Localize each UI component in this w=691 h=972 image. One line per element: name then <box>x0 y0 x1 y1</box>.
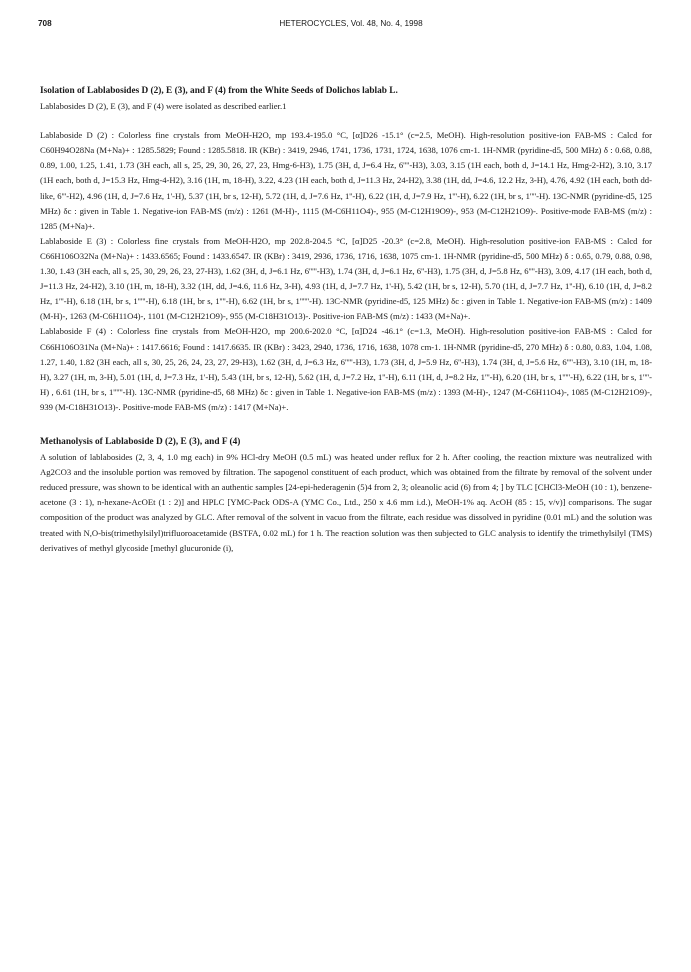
spacer <box>40 114 652 128</box>
article-body <box>40 84 652 556</box>
spacer <box>40 415 652 435</box>
page-header <box>38 19 664 33</box>
compound-d-data: Lablaboside D (2) : Colorless fine crystals from MeOH-H2O, mp 193.4-195.0 °C, [α]D26 -15.1° (c=2.5, MeOH). High-resolution positive-ion FAB-MS : Calcd for C60H94O28Na (M+Na)+ : 1285.5829; Found : 1285.5818. IR (KBr) : 3419, 2946, 1741, 1736, 1731, 1724, 1638, 1076 cm-1. 1H-NMR (pyridine-d5, 500 MHz) δ : 0.68, 0.88, 0.89, 1.00, 1.25, 1.41, 1.73 (3H each, all s, 25, 29, 30, 26, 27, 23, Hmg-6-H3), 1.75 (3H, d, J=6.4 Hz, 6''''-H3), 3.03, 3.15 (1H each, both d, J=14.1 Hz, Hmg-2-H2), 3.10, 3.17 (1H each, both d, J=15.3 Hz, Hmg-4-H2), 3.16 (1H, m, 18-H), 3.22, 4.23 (1H each, both d, J=11.3 Hz, 24-H2), 3.38 (1H, dd, J=4.6, 12.2 Hz, 3-H), 4.76, 4.92 (1H each, both dd-like, 6'''-H2), 4.96 (1H, d, J=7.6 Hz, 1'-H), 5.37 (1H, br s, 12-H), 5.72 (1H, d, J=7.6 Hz, 1''-H), 6.22 (1H, d, J=7.9 Hz, 1'''-H), 6.22 (1H, br s, 1''''-H). 13C-NMR (pyridine-d5, 125 MHz) δc : given in Table 1. Negative-ion FAB-MS (m/z) : 1261 (M-H)-, 1115 (M-C6H11O4)-, 955 (M-C12H19O9)-, 953 (M-C12H21O9)-. Positive-mode FAB-MS (m/z) : 1285 (M+Na)+. <box>40 130 652 231</box>
isolation-intro: Lablabosides D (2), E (3), and F (4) were isolated as described earlier.1 <box>40 101 287 112</box>
running-title: HETEROCYCLES, Vol. 48, No. 4, 1998 <box>279 19 423 28</box>
section-heading-isolation: Isolation of Lablabosides D (2), E (3), and F (4) from the White Seeds of Dolichos lablab L. <box>40 86 398 96</box>
page-number: 708 <box>38 19 52 28</box>
section-heading-methanolysis: Methanolysis of Lablaboside D (2), E (3), and F (4) <box>40 436 241 447</box>
compound-f-data: Lablaboside F (4) : Colorless fine crystals from MeOH-H2O, mp 200.6-202.0 °C, [α]D24 -46.1° (c=1.3, MeOH). High-resolution positive-ion FAB-MS : Calcd for C66H106O31Na (M+Na)+ : 1417.6616; Found : 1417.6635. IR (KBr) : 3423, 2940, 1736, 1716, 1638, 1078 cm-1. 1H-NMR (pyridine-d5, 270 MHz) δ : 0.80, 0.83, 1.04, 1.08, 1.27, 1.40, 1.82 (3H each, all s, 30, 25, 26, 24, 23, 27, 29-H3), 1.62 (3H, d, J=6.3 Hz, 6'''''-H3), 1.73 (3H, d, J=5.9 Hz, 6''-H3), 1.74 (3H, d, J=5.6 Hz, 6''''-H3), 3.10 (1H, m, 18-H), 3.27 (1H, m, 3-H), 5.01 (1H, d, J=7.3 Hz, 1'-H), 5.43 (1H, br s, 12-H), 5.62 (1H, d, J=7.2 Hz, 1''-H), 6.11 (1H, d, J=8.2 Hz, 1'''-H), 6.20 (1H, br s, 1'''''-H), 6.22 (1H, br s, 1''''-H) , 6.61 (1H, br s, 1''''''-H). 13C-NMR (pyridine-d5, 68 MHz) δc : given in Table 1. Negative-ion FAB-MS (m/z) : 1393 (M-H)-, 1247 (M-C6H11O4)-, 1085 (M-C12H21O9)-, 939 (M-C18H31O13)-. Positive-mode FAB-MS (m/z) : 1417 (M+Na)+. <box>40 326 652 412</box>
methanolysis-body: A solution of lablabosides (2, 3, 4, 1.0 mg each) in 9% HCl-dry MeOH (0.5 mL) was heated under reflux for 2 h. After cooling, the reaction mixture was neutralized with Ag2CO3 and the insoluble portion was removed by filtration. The sapogenol constituent of each product, which was obtained from the filtrate by removal of the solvent under reduced pressure, was shown to be identical with an authentic samples [24-epi-hederagenin (5)4 from 2, 3; oleanolic acid (6) from 4; ] by TLC [CHCl3-MeOH (10 : 1), benzene-acetone (3 : 1), n-hexane-AcOEt (1 : 2)] and HPLC [YMC-Pack ODS-A (YMC Co., Ltd., 250 x 4.6 mm i.d.), MeOH-1% aq. AcOH (85 : 15, v/v)] comparisons. The sugar composition of the product was analyzed by GLC. After removal of the solvent in vacuo from the filtrate, each residue was dissolved in pyridine (0.01 mL) and the solution was treated with N,O-bis(trimethylsilyl)trifluoroacetamide (BSTFA, 0.02 mL) for 1 h. The reaction solution was then subjected to GLC analysis to identify the trimethylsilyl (TMS) derivatives of methyl glycoside [methyl glucuronide (i), <box>40 452 652 553</box>
compound-e-data: Lablaboside E (3) : Colorless fine crystals from MeOH-H2O, mp 202.8-204.5 °C, [α]D25 -20.3° (c=2.8, MeOH). High-resolution positive-ion FAB-MS : Calcd for C66H106O32Na (M+Na)+ : 1433.6565; Found : 1433.6547. IR (KBr) : 3419, 2936, 1736, 1716, 1638, 1075 cm-1. 1H-NMR (pyridine-d5, 500 MHz) δ : 0.65, 0.79, 0.88, 0.98, 1.30, 1.43 (3H each, all s, 25, 30, 29, 26, 23, 27-H3), 1.62 (3H, d, J=6.1 Hz, 6'''''-H3), 1.74 (3H, d, J=6.1 Hz, 6''-H3), 1.75 (3H, d, J=5.8 Hz, 6''''-H3), 3.09, 4.17 (1H each, both d, J=11.3 Hz, 24-H2), 3.10 (1H, m, 18-H), 3.32 (1H, dd, J=4.6, 11.6 Hz, 3-H), 4.93 (1H, d, J=7.7 Hz, 1'-H), 5.42 (1H, br s, 12-H), 5.70 (1H, d, J=7.7 Hz, 1''-H), 6.10 (1H, d, J=8.2 Hz, 1'''-H), 6.18 (1H, br s, 1'''''-H), 6.18 (1H, br s, 1''''-H), 6.62 (1H, br s, 1''''''-H). 13C-NMR (pyridine-d5, 125 MHz) δc : given in Table 1. Negative-ion FAB-MS (m/z) : 1409 (M-H)-, 1263 (M-C6H11O4)-, 1101 (M-C12H21O9)-, 955 (M-C18H31O13)-. Positive-ion FAB-MS (m/z) : 1433 (M+Na)+. <box>40 235 652 322</box>
